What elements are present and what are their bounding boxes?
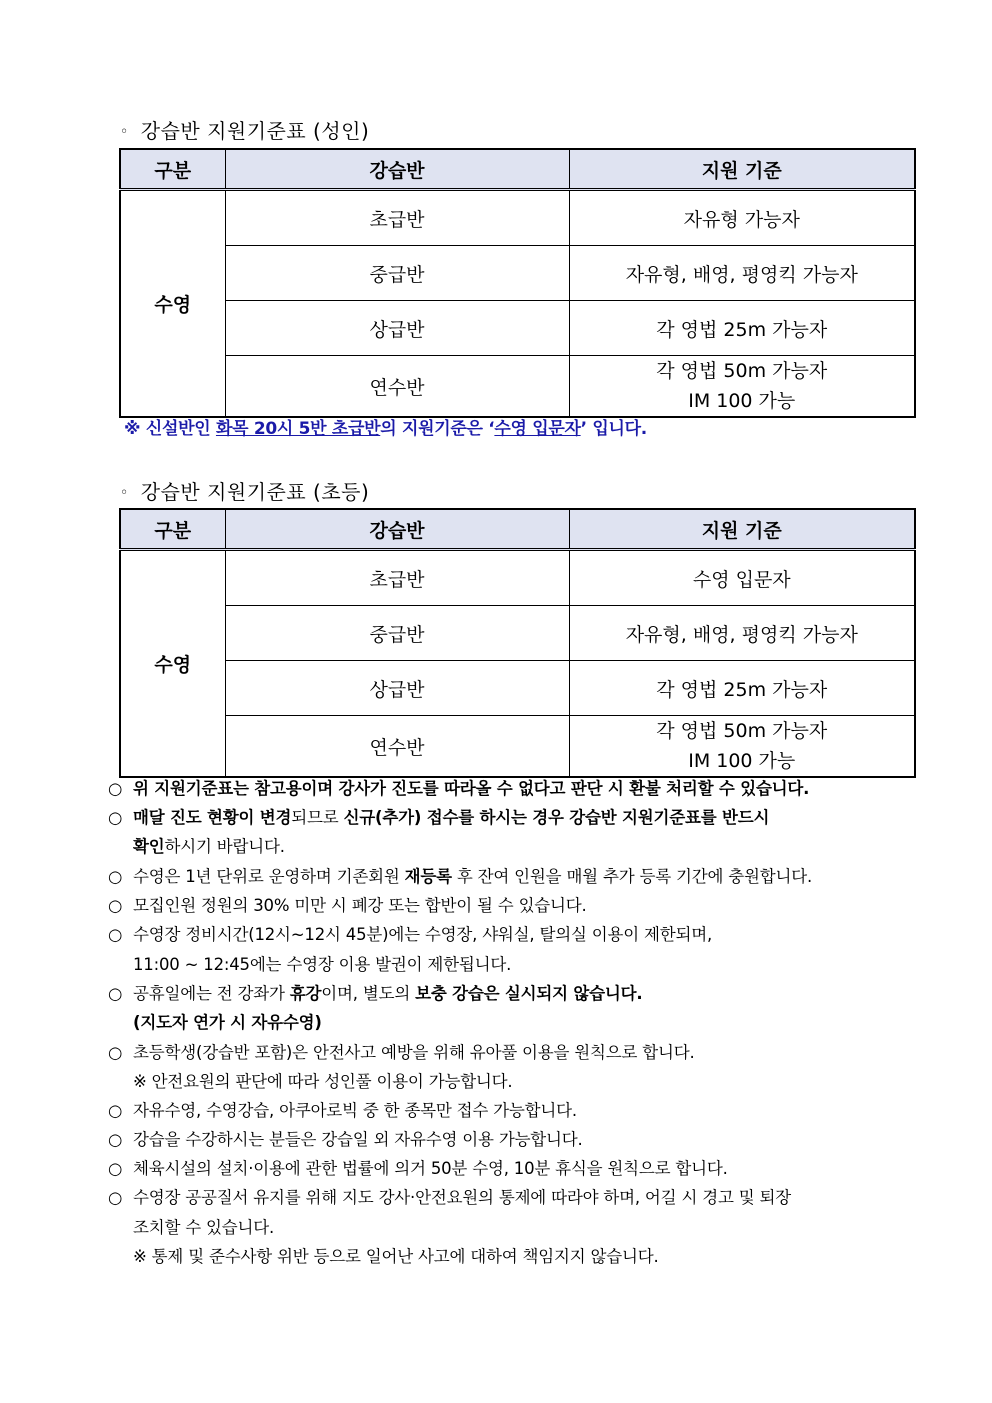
rule-item-11-subnote: ※ 통제 및 준수사항 위반 등으로 일어난 사고에 대하여 책임지지 않습니다. [133,1247,659,1266]
circle-bullet-icon: ○ [108,1101,123,1120]
rule-item-5-continuation: 11:00 ~ 12:45에는 수영장 이용 발권이 제한됩니다. [133,955,512,974]
notice-underlined-criteria: 수영 입문자 [494,419,581,439]
rule-text [133,774,809,803]
criteria-cell: 각 영법 25m 가능자 [569,661,915,716]
class-cell: 중급반 [225,246,569,301]
header-criteria: 지원 기준 [569,149,915,190]
circle-bullet-icon: ○ [108,896,123,915]
adult-title-text: 강습반 지원기준표 (성인) [140,119,370,143]
child-title-text: 강습반 지원기준표 (초등) [140,480,370,504]
circle-bullet-icon: ○ [108,984,123,1003]
criteria-line: 각 영법 50m 가능자 [656,360,828,382]
criteria-cell [569,356,915,418]
rule-item-7-subnote: ※ 안전요원의 판단에 따라 성인풀 이용이 가능합니다. [133,1072,513,1091]
table-header-row [120,509,915,550]
rule-text: 수영장 공공질서 유지를 위해 지도 강사·안전요원의 통제에 따라야 하며, 어길 시 경고 및 퇴장 [133,1188,792,1207]
table-row [120,550,915,606]
notice-text: 의 지원기준은 ‘ [380,419,495,439]
rule-text [133,803,769,832]
rule-plain-text: 되므로 [291,808,344,827]
header-class: 강습반 [225,149,569,190]
rule-plain-text: 이며, 별도의 [321,984,416,1003]
rule-item-11-continuation: 조치할 수 있습니다. [133,1218,275,1237]
rule-text [133,862,812,891]
circle-bullet-icon: ○ [108,1043,123,1062]
table-row [120,356,915,418]
rule-plain-text: 하시기 바랍니다. [164,837,285,856]
child-criteria-table [119,508,916,778]
rule-bold-text: 신규(추가) 접수를 하시는 경우 강습반 지원기준표를 반드시 [343,808,770,827]
adult-criteria-table [119,148,916,418]
rule-text: 모집인원 정원의 30% 미만 시 폐강 또는 합반이 될 수 있습니다. [133,896,587,915]
rule-bold-text: 위 지원기준표는 참고용이며 강사가 진도를 따라올 수 없다고 판단 시 환불 처리할 수 있습니다. [133,779,810,798]
rule-text: 강습을 수강하시는 분들은 강습일 외 자유수영 이용 가능합니다. [133,1130,583,1149]
rule-item-2-continuation [133,832,285,861]
table-row [120,661,915,716]
rule-text: 수영장 정비시간(12시~12시 45분)에는 수영장, 샤워실, 탈의실 이용이 제한되며, [133,925,713,944]
class-cell: 상급반 [225,661,569,716]
rule-bold-text: 매달 진도 현황이 변경 [133,808,292,827]
criteria-cell: 수영 입문자 [569,550,915,606]
circle-bullet-icon: ○ [108,925,123,944]
criteria-cell [569,716,915,778]
rule-text: 초등학생(강습반 포함)은 안전사고 예방을 위해 유아풀 이용을 원칙으로 합니다. [133,1043,695,1062]
circle-bullet-icon: ○ [108,808,123,827]
table-row [120,246,915,301]
circle-bullet-icon: ○ [108,867,123,886]
new-class-notice [124,414,647,439]
header-category: 구분 [120,509,225,550]
category-cell: 수영 [120,190,225,418]
rule-text [133,979,642,1008]
table-row [120,716,915,778]
notice-text: ※ 신설반인 [124,419,216,439]
child-section-title [120,476,369,505]
criteria-line: IM 100 가능 [688,750,796,772]
class-cell: 상급반 [225,301,569,356]
rule-plain-text: 공휴일에는 전 강좌가 [133,984,290,1003]
circle-bullet-icon: ○ [108,1188,123,1207]
criteria-line: 각 영법 50m 가능자 [656,720,828,742]
class-cell: 중급반 [225,606,569,661]
class-cell: 연수반 [225,356,569,418]
rule-bold-text: 보충 강습은 실시되지 않습니다. [415,984,643,1003]
category-cell: 수영 [120,550,225,778]
rule-plain-text: 수영은 1년 단위로 운영하며 기존회원 [133,867,405,886]
class-cell: 초급반 [225,190,569,246]
header-criteria: 지원 기준 [569,509,915,550]
class-cell: 초급반 [225,550,569,606]
rule-text: 자유수영, 수영강습, 아쿠아로빅 중 한 종목만 접수 가능합니다. [133,1101,577,1120]
adult-section-title [120,115,369,144]
rule-bold-text: 재등록 [404,867,452,886]
bullet-dot-icon: ◦ [120,124,129,140]
criteria-cell: 자유형, 배영, 평영킥 가능자 [569,246,915,301]
rule-bold-text: 휴강 [289,984,322,1003]
header-class: 강습반 [225,509,569,550]
criteria-cell: 자유형 가능자 [569,190,915,246]
header-category: 구분 [120,149,225,190]
class-cell: 연수반 [225,716,569,778]
criteria-line: IM 100 가능 [688,390,796,412]
circle-bullet-icon: ○ [108,1130,123,1149]
rule-text: 체육시설의 설치·이용에 관한 법률에 의거 50분 수영, 10분 휴식을 원칙으로 합니다. [133,1159,728,1178]
rule-item-6-continuation: (지도자 연가 시 자유수영) [133,1013,322,1032]
circle-bullet-icon: ○ [108,1159,123,1178]
table-header-row [120,149,915,190]
circle-bullet-icon: ○ [108,779,123,798]
criteria-cell: 자유형, 배영, 평영킥 가능자 [569,606,915,661]
table-row [120,301,915,356]
notice-underlined-class: 화목 20시 5반 초급반 [215,419,381,439]
notice-text: ’ 입니다. [580,419,647,439]
bullet-dot-icon: ◦ [120,485,129,501]
rule-bold-text: 확인 [133,837,165,856]
rule-plain-text: 후 잔여 인원을 매월 추가 등록 기간에 충원합니다. [451,867,813,886]
table-row [120,606,915,661]
table-row [120,190,915,246]
criteria-cell: 각 영법 25m 가능자 [569,301,915,356]
